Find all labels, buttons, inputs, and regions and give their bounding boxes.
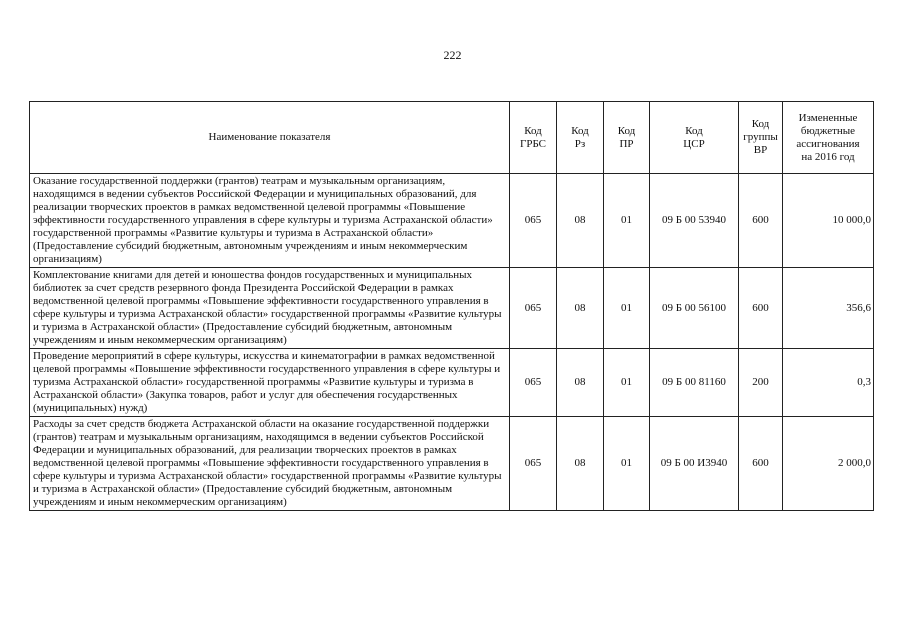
row-vr: 200 xyxy=(739,349,783,417)
row-rz: 08 xyxy=(557,174,604,268)
header-vr: Код группы ВР xyxy=(739,102,783,174)
row-sum: 0,3 xyxy=(783,349,874,417)
row-name: Комплектование книгами для детей и юношества фондов государственных и муниципальных библиотек за счет средств резервного фонда Президента Российской Федерации в рамках ведомственной целевой программы «Повышение эффективности государственного управления в сфере культуры и туризма Астраханской области» государственной программы «Развитие культуры и туризма в Астраханской области» (Предоставление субсидий бюджетным, автономным учреждениям и иным некоммерческим организациям) xyxy=(30,268,510,349)
row-sum: 356,6 xyxy=(783,268,874,349)
row-vr: 600 xyxy=(739,268,783,349)
table-row xyxy=(30,349,874,417)
row-grbs: 065 xyxy=(510,268,557,349)
row-name: Проведение мероприятий в сфере культуры, искусства и кинематографии в рамках ведомственной целевой программы «Повышение эффективности государственного управления в сфере культуры и туризма Астраханской области» государственной программы «Развитие культуры и туризма в Астраханской области» (Закупка товаров, работ и услуг для обеспечения государственных (муниципальных) нужд) xyxy=(30,349,510,417)
header-row xyxy=(30,102,874,174)
header-pr: Код ПР xyxy=(604,102,650,174)
table-row xyxy=(30,268,874,349)
table-row xyxy=(30,417,874,511)
row-csr: 09 Б 00 53940 xyxy=(650,174,739,268)
row-pr: 01 xyxy=(604,417,650,511)
header-rz: Код Рз xyxy=(557,102,604,174)
row-grbs: 065 xyxy=(510,174,557,268)
row-csr: 09 Б 00 81160 xyxy=(650,349,739,417)
row-rz: 08 xyxy=(557,417,604,511)
header-grbs: Код ГРБС xyxy=(510,102,557,174)
row-name: Расходы за счет средств бюджета Астраханской области на оказание государственной поддержки (грантов) театрам и музыкальным организациям, находящимся в ведении субъектов Российской Федерации и муниципальных образований, для реализации творческих проектов в рамках ведомственной целевой программы «Повышение эффективности государственного управления в сфере культуры и туризма Астраханской области» государственной программы «Развитие культуры и туризма в Астраханской области» (Предоставление субсидий бюджетным, автономным учреждениям и иным некоммерческим организациям) xyxy=(30,417,510,511)
row-pr: 01 xyxy=(604,349,650,417)
row-grbs: 065 xyxy=(510,349,557,417)
row-grbs: 065 xyxy=(510,417,557,511)
row-name: Оказание государственной поддержки (грантов) театрам и музыкальным организациям, находящимся в ведении субъектов Российской Федерации и муниципальных образований, для реализации творческих проектов в рамках ведомственной целевой программы «Повышение эффективности государственного управления в сфере культуры и туризма Астраханской области» государственной программы «Развитие культуры и туризма в Астраханской области» (Предоставление субсидий бюджетным, автономным учреждениям и иным некоммерческим организациям) xyxy=(30,174,510,268)
row-csr: 09 Б 00 И3940 xyxy=(650,417,739,511)
header-sum: Измененные бюджетные ассигнования на 2016 год xyxy=(783,102,874,174)
budget-allocation-table xyxy=(29,101,874,511)
table-row xyxy=(30,174,874,268)
row-sum: 10 000,0 xyxy=(783,174,874,268)
row-sum: 2 000,0 xyxy=(783,417,874,511)
row-vr: 600 xyxy=(739,174,783,268)
row-pr: 01 xyxy=(604,174,650,268)
row-rz: 08 xyxy=(557,349,604,417)
header-csr: Код ЦСР xyxy=(650,102,739,174)
row-vr: 600 xyxy=(739,417,783,511)
row-csr: 09 Б 00 56100 xyxy=(650,268,739,349)
page-number: 222 xyxy=(443,48,462,62)
header-name: Наименование показателя xyxy=(30,102,510,174)
row-pr: 01 xyxy=(604,268,650,349)
row-rz: 08 xyxy=(557,268,604,349)
